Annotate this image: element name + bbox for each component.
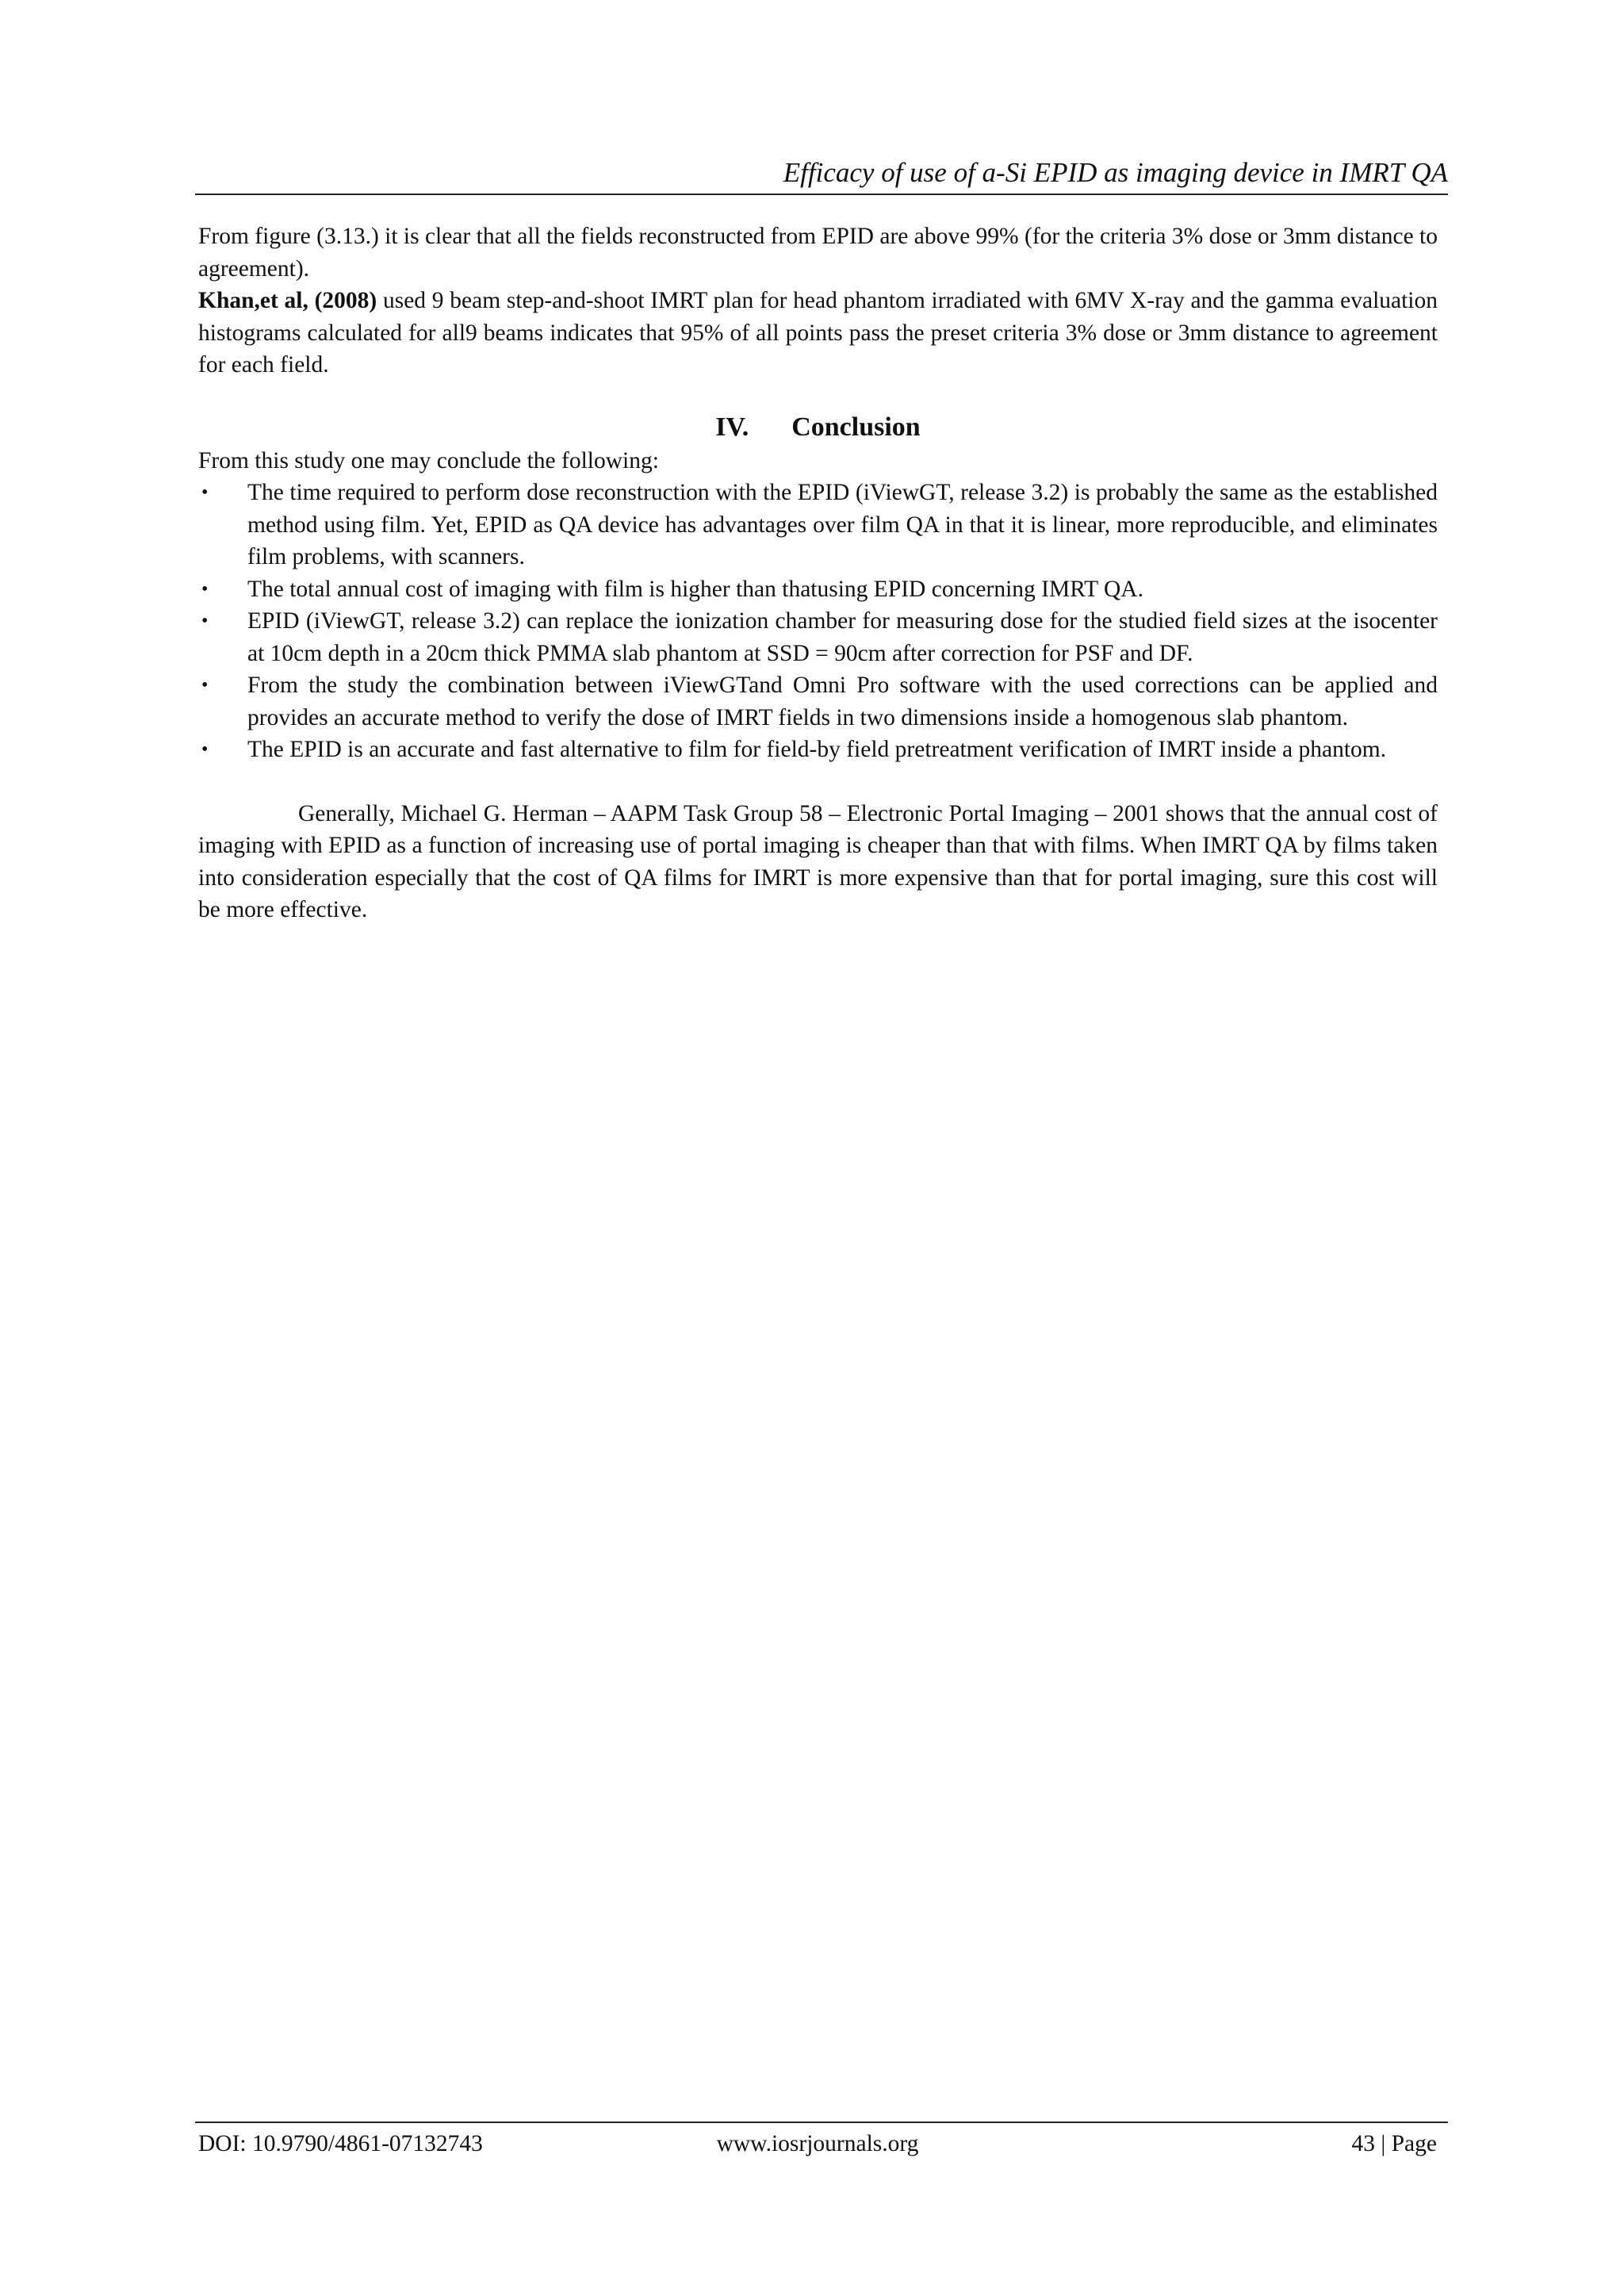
section-heading bbox=[198, 410, 1438, 445]
page-footer bbox=[198, 2128, 1437, 2160]
paragraph-khan-text: used 9 beam step-and-shoot IMRT plan for head phantom irradiated with 6MV X-ray and the gamma evaluation histograms calculated for all9 beams indicates that 95% of all points pass the preset criteria 3% dose or 3mm distance to agreement for each field. bbox=[198, 288, 1438, 378]
list-item-text: EPID (iViewGT, release 3.2) can replace the ionization chamber for measuring dose for the studied field sizes at the isocenter at 10cm depth in a 20cm thick PMMA slab phantom at SSD = 90cm after correction for PSF and DF. bbox=[247, 608, 1438, 666]
header-rule bbox=[195, 194, 1448, 195]
paragraph-khan-study bbox=[198, 285, 1438, 381]
running-header: Efficacy of use of a-Si EPID as imaging device in IMRT QA bbox=[783, 157, 1448, 188]
list-item bbox=[198, 669, 1438, 734]
section-title: Conclusion bbox=[791, 412, 921, 442]
paragraph-figure-result: From figure (3.13.) it is clear that all the fields reconstructed from EPID are above 99% (for the criteria 3% dose or 3mm distance to agreement). bbox=[198, 224, 1438, 282]
bullet-icon: • bbox=[201, 482, 209, 503]
bullet-icon: • bbox=[201, 611, 209, 631]
list-item bbox=[198, 477, 1438, 573]
closing-paragraph: Generally, Michael G. Herman – AAPM Task Group 58 – Electronic Portal Imaging – 2001 shows that the annual cost of imaging with EPID as a function of increasing use of portal imaging is cheaper than that with films. When IMRT QA by films taken into consideration especially that the cost of QA films for IMRT is more expensive than that for portal imaging, sure this cost will be more effective. bbox=[198, 800, 1438, 922]
footer-doi: DOI: 10.9790/4861-07132743 bbox=[198, 2131, 483, 2156]
list-item bbox=[198, 605, 1438, 669]
list-item bbox=[198, 573, 1438, 606]
citation-khan: Khan,et al, (2008) bbox=[198, 288, 377, 313]
footer-page-number: 43 | Page bbox=[1351, 2131, 1437, 2156]
list-item-text: The total annual cost of imaging with film is higher than thatusing EPID concerning IMRT QA. bbox=[247, 576, 1143, 602]
list-item-text: The time required to perform dose reconstruction with the EPID (iViewGT, release 3.2) is probably the same as the established method using film. Yet, EPID as QA device has advantages over film QA in that it is linear, more reproducible, and eliminates film problems, with scanners. bbox=[247, 480, 1438, 569]
page-body bbox=[198, 220, 1438, 926]
footer-rule bbox=[195, 2122, 1448, 2123]
bullet-icon: • bbox=[201, 578, 209, 600]
footer-website-link[interactable]: www.iosrjournals.org bbox=[716, 2131, 919, 2156]
list-item-text: From the study the combination between iViewGTand Omni Pro software with the used corrections can be applied and provides an accurate method to verify the dose of IMRT fields in two dimensions inside a homogenous slab phantom. bbox=[247, 673, 1438, 730]
bullet-icon: • bbox=[201, 739, 209, 760]
list-item-text: The EPID is an accurate and fast alternative to film for field-by field pretreatment verification of IMRT inside a phantom. bbox=[247, 737, 1387, 762]
bullet-icon: • bbox=[201, 675, 209, 696]
section-number: IV. bbox=[715, 412, 749, 442]
conclusion-intro: From this study one may conclude the following: bbox=[198, 447, 659, 473]
list-item bbox=[198, 734, 1438, 766]
conclusion-list bbox=[198, 477, 1438, 766]
